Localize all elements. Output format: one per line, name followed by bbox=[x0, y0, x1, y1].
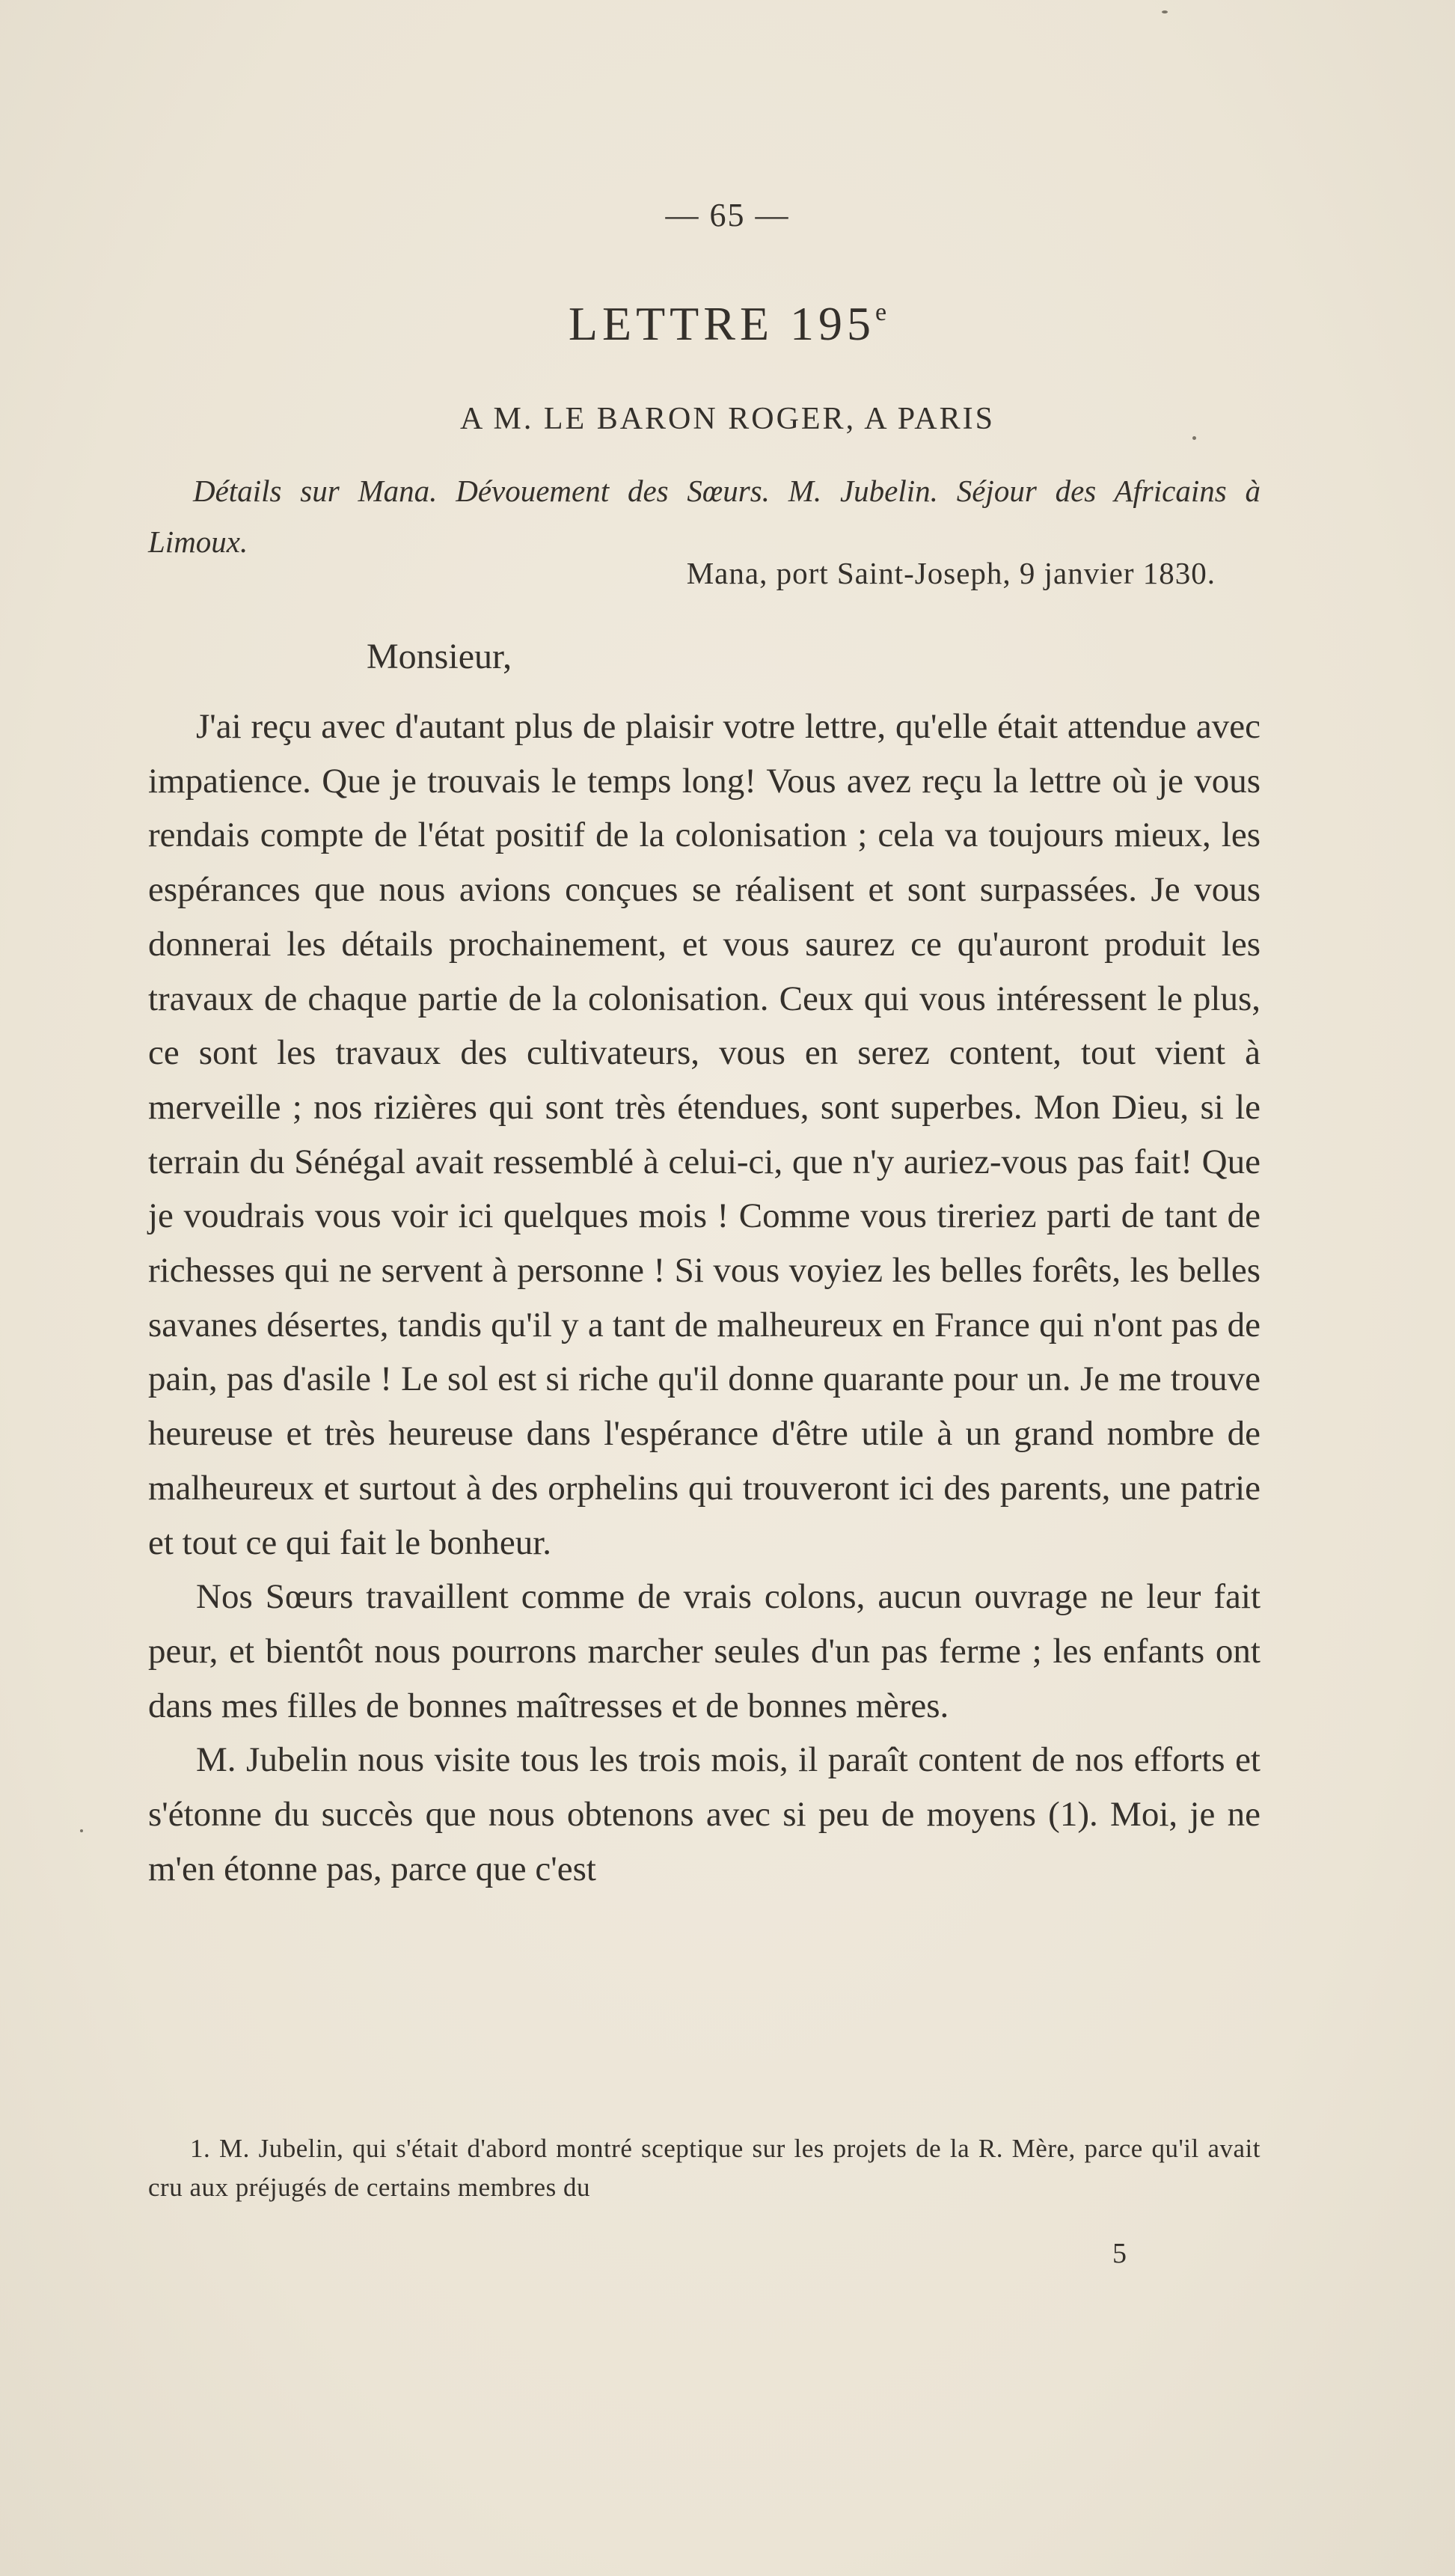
letter-title-text: LETTRE 195 bbox=[568, 297, 876, 350]
signature-mark: 5 bbox=[1112, 2238, 1127, 2269]
letter-salutation: Monsieur, bbox=[367, 637, 512, 676]
letter-dateline: Mana, port Saint-Joseph, 9 janvier 1830. bbox=[686, 556, 1216, 590]
paper-speck bbox=[80, 1829, 83, 1832]
paragraph: J'ai reçu avec d'autant plus de plaisir votre lettre, qu'elle était attendue avec impatience. Que je trouvais le temps long! Vous avez reçu la lettre où je vous rendais compte de l'état positif de la colonisation ; cela va toujours mieux, les espérances que nous avions conçues se réalisent et sont surpassées. Je vous donnerai les détails prochainement, et vous saurez ce qu'auront produit les travaux de chaque partie de la colonisation. Ceux qui vous intéressent le plus, ce sont les travaux des cultivateurs, vous en serez content, tout vient à merveille ; nos rizières qui sont très étendues, sont superbes. Mon Dieu, si le terrain du Sénégal avait ressemblé à celui-ci, que n'y auriez-vous pas fait! Que je voudrais vous voir ici quelques mois ! Comme vous tireriez parti de tant de richesses qui ne servent à personne ! Si vous voyiez les belles forêts, les belles savanes désertes, tandis qu'il y a tant de malheureux en France qui n'ont pas de pain, pas d'asile ! Le sol est si riche qu'il donne quarante pour un. Je me trouve heureuse et très heureuse dans l'espérance d'être utile à un grand nombre de malheureux et surtout à des orphelins qui trouveront ici des parents, une patrie et tout ce qui fait le bonheur. bbox=[148, 707, 1261, 1562]
paragraph: M. Jubelin nous visite tous les trois mois, il paraît content de nos efforts et s'étonne du succès que nous obtenons avec si peu de moyens (1). Moi, je ne m'en étonne pas, parce que c'est bbox=[148, 1740, 1261, 1888]
paper-speck bbox=[1162, 10, 1168, 13]
letter-body bbox=[148, 700, 1261, 1896]
letter-title bbox=[0, 296, 1455, 352]
letter-addressee: A M. LE BARON ROGER, A PARIS bbox=[460, 402, 995, 436]
footnote: 1. M. Jubelin, qui s'était d'abord montré sceptique sur les projets de la R. Mère, parce qu'il avait cru aux préjugés de certains membres du bbox=[148, 2134, 1261, 2202]
paragraph: Nos Sœurs travaillent comme de vrais colons, aucun ouvrage ne leur fait peur, et bientôt nous pourrons marcher seules d'un pas ferme ; les enfants ont dans mes filles de bonnes maîtresses et de bonnes mères. bbox=[148, 1577, 1261, 1725]
letter-title-suffix: e bbox=[875, 299, 887, 326]
paper-speck bbox=[1192, 436, 1196, 440]
page-number: — 65 — bbox=[665, 197, 790, 233]
letter-summary: Détails sur Mana. Dévouement des Sœurs. M. Jubelin. Séjour des Africains à Limoux. bbox=[148, 474, 1261, 559]
